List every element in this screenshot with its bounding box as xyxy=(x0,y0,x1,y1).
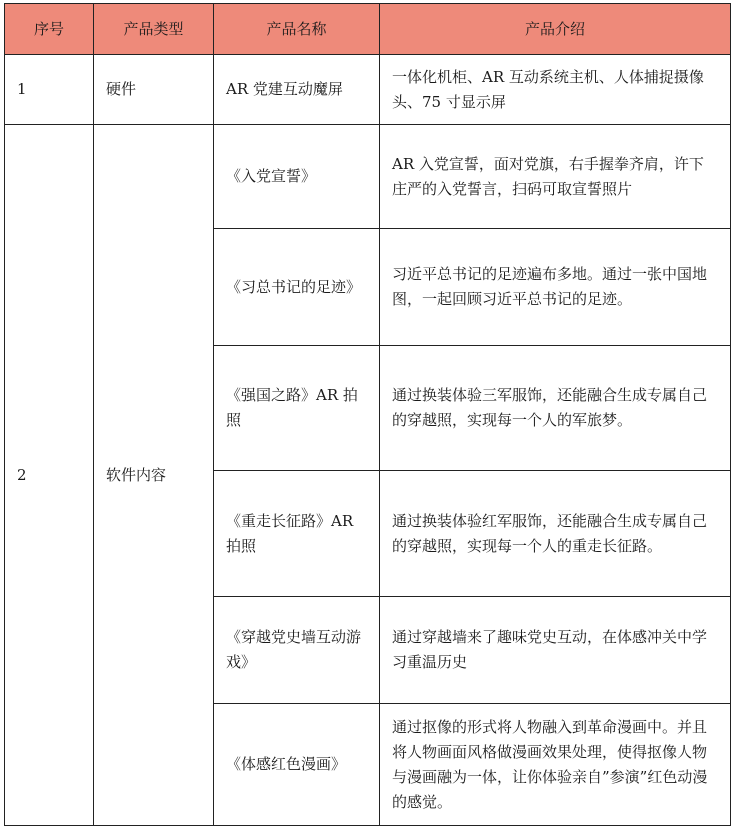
row-product-description: AR 入党宣誓，面对党旗，右手握拳齐肩，许下庄严的入党誓言，扫码可取宣誓照片 xyxy=(380,125,731,229)
row-number: 2 xyxy=(5,125,94,826)
row-product-type: 硬件 xyxy=(94,55,214,125)
table-header-row xyxy=(5,4,731,55)
row-product-name: 《习总书记的足迹》 xyxy=(214,229,380,346)
row-product-name: AR 党建互动魔屏 xyxy=(214,55,380,125)
row-product-description: 通过抠像的形式将人物融入到革命漫画中。并且将人物画面风格做漫画效果处理，使得抠像人物与漫画融为一体，让你体验亲自”参演”红色动漫的感觉。 xyxy=(380,704,731,826)
table-row xyxy=(5,55,731,125)
row-number: 1 xyxy=(5,55,94,125)
row-product-name: 《入党宣誓》 xyxy=(214,125,380,229)
row-product-description: 通过换装体验红军服饰，还能融合生成专属自己的穿越照，实现每一个人的重走长征路。 xyxy=(380,471,731,597)
header-number: 序号 xyxy=(5,4,94,55)
row-product-name: 《体感红色漫画》 xyxy=(214,704,380,826)
row-product-description: 通过穿越墙来了趣味党史互动，在体感冲关中学习重温历史 xyxy=(380,597,731,704)
row-product-name: 《穿越党史墙互动游戏》 xyxy=(214,597,380,704)
product-table xyxy=(4,3,731,826)
table-row xyxy=(5,125,731,229)
row-product-type: 软件内容 xyxy=(94,125,214,826)
header-product-type: 产品类型 xyxy=(94,4,214,55)
row-product-description: 习近平总书记的足迹遍布多地。通过一张中国地图，一起回顾习近平总书记的足迹。 xyxy=(380,229,731,346)
row-product-description: 一体化机柜、AR 互动系统主机、人体捕捉摄像头、75 寸显示屏 xyxy=(380,55,731,125)
row-product-description: 通过换装体验三军服饰，还能融合生成专属自己的穿越照，实现每一个人的军旅梦。 xyxy=(380,346,731,471)
header-product-name: 产品名称 xyxy=(214,4,380,55)
row-product-name: 《重走长征路》AR 拍照 xyxy=(214,471,380,597)
row-product-name: 《强国之路》AR 拍照 xyxy=(214,346,380,471)
header-product-description: 产品介绍 xyxy=(380,4,731,55)
